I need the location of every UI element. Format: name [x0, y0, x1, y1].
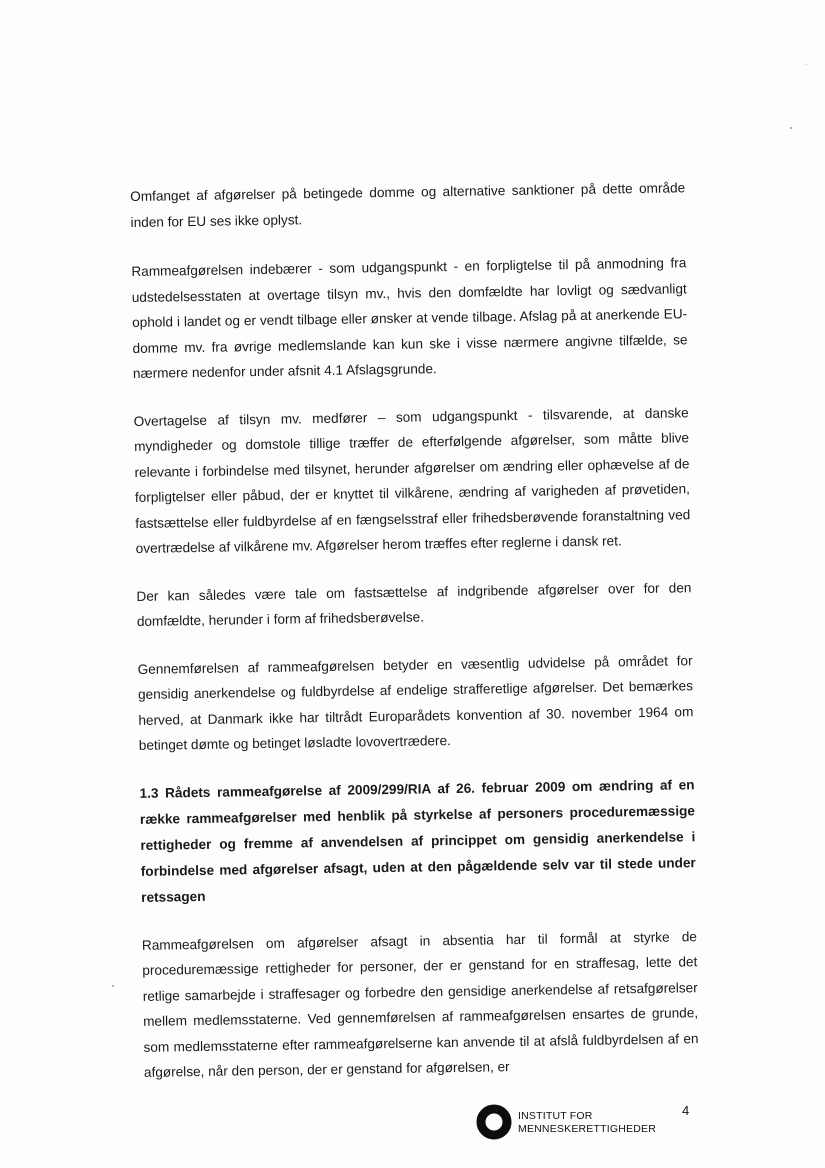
scan-speck	[790, 127, 792, 129]
paragraph: Overtagelse af tilsyn mv. medfører – som udgangspunkt - tilsvarende, at danske myndigheder og domstole tillige træffer de efterfølgende afgørelser, som måtte blive relevante i forbindelse med tilsynet, herunder afgørelser om ændring eller ophævelse af de forpligtelser eller påbud, der er knyttet til vilkårene, ændring af varigheden af prøvetiden, fastsættelse eller fuldbyrdelse af en fængselsstraf eller frihedsberøvende foranstaltning ved overtrædelse af vilkårene mv. Afgørelser herom træffes efter reglerne i dansk ret.	[133, 404, 691, 556]
page-number: 4	[682, 1103, 690, 1118]
document-body	[130, 175, 699, 1107]
section-body: Rammeafgørelsen om afgørelser afsagt in absentia har til formål at styrke de proceduremæssige rettigheder for personer, der er genstand for en straffesag, lette det retlige samarbejde i straffesager og forbedre den gensidige anerkendelse af retsafgørelser mellem medlemsstaterne. Ved gennemførelsen af rammeafgørelsen ensartes de grunde, som medlemsstaterne efter rammeafgørelserne kan anvende til at afslå fuldbyrdelsen af en afgørelse, når den person, der er genstand for afgørelsen, er	[141, 928, 699, 1080]
paragraph: Der kan således være tale om fastsættelse af indgribende afgørelser over for den domfældte, herunder i form af frihedsberøvelse.	[136, 579, 692, 629]
paragraph: Gennemførelsen af rammeafgørelsen betyder en væsentlig udvidelse på området for gensidig anerkendelse og fuldbyrdelse af endelige strafferetlige afgørelser. Det bemærkes herved, at Danmark ikke har tiltrådt Europarådets konvention af 30. november 1964 om betinget dømte og betinget løsladte lovovertrædere.	[137, 652, 694, 753]
logo-line-1: INSTITUT FOR	[518, 1110, 593, 1122]
paragraph: Rammeafgørelsen indebærer - som udgangspunkt - en forpligtelse til på anmodning fra udstedelsesstaten at overtage tilsyn mv., hvis den domfældte har lovligt og sædvanligt ophold i landet og er vendt tilbage eller ønsker at vende tilbage. Afslag på at anerkende EU-domme mv. fra øvrige medlemslande kan kun ske i visse nærmere angivne tilfælde, se nærmere nedenfor under afsnit 4.1 Afslagsgrunde.	[131, 255, 688, 381]
section-heading: 1.3 Rådets rammeafgørelse af 2009/299/RIA af 26. februar 2009 om ændring af en række rammeafgørelser med henblik på styrkelse af personers proceduremæssige rettigheder og fremme af anvendelsen af princippet om gensidig anerkendelse i forbindelse med afgørelser afsagt, uden at den pågældende selv var til stede under retssagen	[139, 776, 696, 905]
logo-line-2: MENNESKERETTIGHEDER	[518, 1123, 656, 1135]
logo-text	[518, 1110, 656, 1136]
institute-ring-logo-icon	[476, 1104, 512, 1140]
paragraph: Omfanget af afgørelser på betingede domme og alternative sanktioner på dette område inden for EU ses ikke oplyst.	[130, 180, 686, 230]
scan-speck	[112, 985, 114, 987]
scan-speck	[806, 64, 807, 65]
institute-logo	[476, 1102, 706, 1152]
